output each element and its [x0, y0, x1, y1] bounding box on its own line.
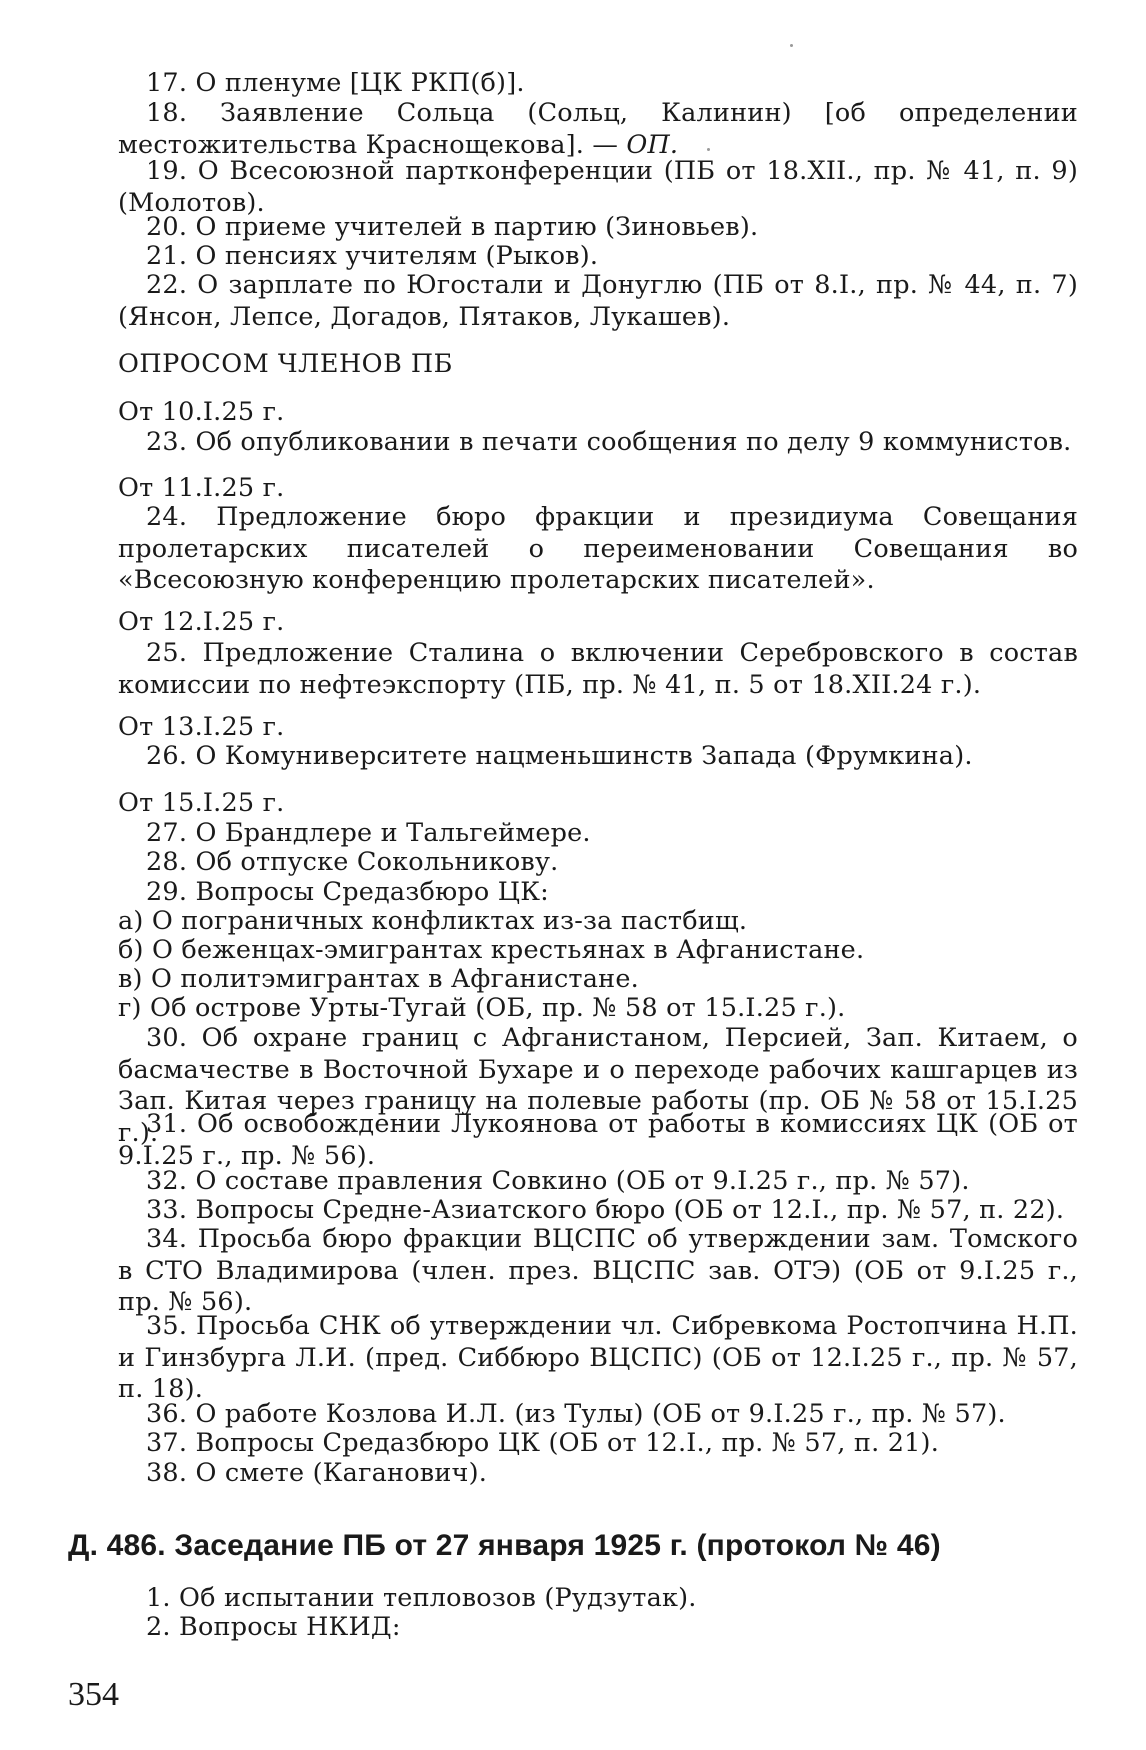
print-speck [707, 148, 710, 151]
section-item-2: 2. Вопросы НКИД: [146, 1612, 401, 1642]
item-35: 35. Просьба СНК об утверждении чл. Сибревкома Ростопчина Н.П. и Гинзбурга Л.И. (пред. Сиббюро ВЦСПС) (ОБ от 12.I.25 г., пр. № 57, п. 18). [118, 1311, 1078, 1404]
poll-heading: ОПРОСОМ ЧЛЕНОВ ПБ [118, 349, 453, 379]
item-21: 21. О пенсиях учителям (Рыков). [146, 241, 599, 271]
item-29-sub: а) О пограничных конфликтах из-за пастбищ. [118, 906, 748, 936]
date-heading: От 15.I.25 г. [118, 788, 285, 818]
date-heading: От 12.I.25 г. [118, 607, 285, 637]
item-17: 17. О пленуме [ЦК РКП(б)]. [146, 68, 525, 98]
item-26: 26. О Комуниверситете нацменьшинств Запада (Фрумкина). [146, 741, 973, 771]
section-item-1: 1. Об испытании тепловозов (Рудзутак). [146, 1583, 697, 1613]
item-19: 19. О Всесоюзной партконференции (ПБ от 18.XII., пр. № 41, п. 9) (Молотов). [118, 156, 1078, 218]
page-number: 354 [68, 1676, 119, 1713]
item-36: 36. О работе Козлова И.Л. (из Тулы) (ОБ от 9.I.25 г., пр. № 57). [146, 1399, 1006, 1429]
item-29-sub: б) О беженцах-эмигрантах крестьянах в Афганистане. [118, 935, 865, 965]
item-29-sub: в) О политэмигрантах в Афганистане. [118, 964, 639, 994]
date-heading: От 11.I.25 г. [118, 473, 285, 503]
item-18: 18. Заявление Сольца (Сольц, Калинин) [об определении местожительства Краснощекова]. — ОП. [118, 98, 1078, 160]
item-27: 27. О Брандлере и Тальгеймере. [146, 818, 591, 848]
item-33: 33. Вопросы Средне-Азиатского бюро (ОБ от 12.I., пр. № 57, п. 22). [146, 1195, 1065, 1225]
item-29: 29. Вопросы Средазбюро ЦК: [146, 877, 549, 907]
item-20: 20. О приеме учителей в партию (Зиновьев). [146, 212, 759, 242]
date-heading: От 13.I.25 г. [118, 712, 285, 742]
item-23: 23. Об опубликовании в печати сообщения по делу 9 коммунистов. [146, 427, 1072, 457]
item-22: 22. О зарплате по Югостали и Донуглю (ПБ от 8.I., пр. № 44, п. 7) (Янсон, Лепсе, Догадов, Пятаков, Лукашев). [118, 270, 1078, 332]
item-34: 34. Просьба бюро фракции ВЦСПС об утверждении зам. Томского в СТО Владимирова (член. през. ВЦСПС зав. ОТЭ) (ОБ от 9.I.25 г., пр. № 56). [118, 1224, 1078, 1317]
item-30: 30. Об охране границ с Афганистаном, Персией, Зап. Китаем, о басмачестве в Восточной Бухаре и о переходе рабочих кашгарцев из Зап. Китая через границу на полевые работы (пр. ОБ № 58 от 15.I.25 г.). [118, 1023, 1078, 1148]
item-29-sub: г) Об острове Урты-Тугай (ОБ, пр. № 58 от 15.I.25 г.). [118, 993, 846, 1023]
print-speck [790, 44, 793, 47]
date-heading: От 10.I.25 г. [118, 397, 285, 427]
item-37: 37. Вопросы Средазбюро ЦК (ОБ от 12.I., пр. № 57, п. 21). [146, 1428, 939, 1458]
editorial-mark: ОП. [626, 129, 679, 160]
item-28: 28. Об отпуске Сокольникову. [146, 847, 559, 877]
item-32: 32. О составе правления Совкино (ОБ от 9.I.25 г., пр. № 57). [146, 1166, 970, 1196]
item-25: 25. Предложение Сталина о включении Серебровского в состав комиссии по нефтеэкспорту (ПБ, пр. № 41, п. 5 от 18.XII.24 г.). [118, 638, 1078, 700]
item-38: 38. О смете (Каганович). [146, 1458, 488, 1488]
item-31: 31. Об освобождении Лукоянова от работы в комиссиях ЦК (ОБ от 9.I.25 г., пр. № 56). [118, 1109, 1078, 1171]
item-24: 24. Предложение бюро фракции и президиума Совещания пролетарских писателей о переименовании Совещания во «Всесоюзную конференцию пролетарских писателей». [118, 502, 1078, 595]
section-heading: Д. 486. Заседание ПБ от 27 января 1925 г. (протокол № 46) [68, 1529, 941, 1562]
